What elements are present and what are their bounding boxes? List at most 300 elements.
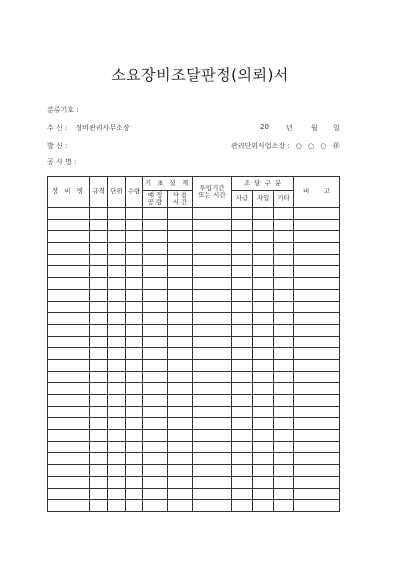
- table-cell[interactable]: [274, 313, 294, 325]
- table-cell[interactable]: [143, 430, 168, 442]
- table-cell[interactable]: [143, 383, 168, 395]
- table-cell[interactable]: [90, 231, 108, 243]
- table-cell[interactable]: [253, 383, 274, 395]
- table-cell[interactable]: [232, 465, 253, 477]
- table-cell[interactable]: [232, 208, 253, 220]
- table-cell[interactable]: [48, 383, 90, 395]
- table-cell[interactable]: [48, 336, 90, 348]
- table-cell[interactable]: [168, 371, 193, 383]
- table-cell[interactable]: [274, 383, 294, 395]
- table-cell[interactable]: [48, 313, 90, 325]
- table-cell[interactable]: [143, 476, 168, 488]
- table-cell[interactable]: [253, 313, 274, 325]
- table-cell[interactable]: [168, 430, 193, 442]
- table-cell[interactable]: [90, 488, 108, 500]
- table-cell[interactable]: [232, 371, 253, 383]
- table-cell[interactable]: [193, 231, 232, 243]
- table-cell[interactable]: [294, 243, 340, 255]
- table-cell[interactable]: [126, 324, 143, 336]
- table-cell[interactable]: [108, 371, 126, 383]
- date-day-unit: 일: [333, 124, 340, 132]
- table-cell[interactable]: [294, 208, 340, 220]
- table-cell[interactable]: [232, 266, 253, 278]
- table-cell[interactable]: [168, 324, 193, 336]
- table-cell[interactable]: [274, 371, 294, 383]
- table-cell[interactable]: [108, 500, 126, 512]
- table-cell[interactable]: [90, 254, 108, 266]
- table-cell[interactable]: [253, 465, 274, 477]
- table-cell[interactable]: [168, 231, 193, 243]
- table-cell[interactable]: [294, 453, 340, 465]
- table-cell[interactable]: [48, 324, 90, 336]
- table-cell[interactable]: [90, 243, 108, 255]
- table-cell[interactable]: [232, 254, 253, 266]
- table-cell[interactable]: [90, 406, 108, 418]
- table-cell[interactable]: [253, 371, 274, 383]
- table-cell[interactable]: [168, 336, 193, 348]
- table-cell[interactable]: [232, 348, 253, 360]
- table-cell[interactable]: [294, 254, 340, 266]
- table-cell[interactable]: [253, 476, 274, 488]
- table-cell[interactable]: [168, 395, 193, 407]
- table-cell[interactable]: [294, 430, 340, 442]
- table-cell[interactable]: [294, 476, 340, 488]
- recipient-line: [47, 123, 130, 133]
- table-cell[interactable]: [108, 266, 126, 278]
- table-cell[interactable]: [108, 254, 126, 266]
- table-cell[interactable]: [168, 383, 193, 395]
- table-cell[interactable]: [143, 453, 168, 465]
- table-cell[interactable]: [126, 359, 143, 371]
- table-cell[interactable]: [294, 266, 340, 278]
- table-cell[interactable]: [193, 313, 232, 325]
- table-cell[interactable]: [274, 500, 294, 512]
- table-cell[interactable]: [294, 348, 340, 360]
- table-cell[interactable]: [48, 278, 90, 290]
- table-cell[interactable]: [253, 266, 274, 278]
- table-cell[interactable]: [108, 243, 126, 255]
- table-cell[interactable]: [193, 395, 232, 407]
- table-cell[interactable]: [232, 500, 253, 512]
- table-cell[interactable]: [193, 348, 232, 360]
- table-cell[interactable]: [143, 313, 168, 325]
- table-cell[interactable]: [108, 336, 126, 348]
- table-cell[interactable]: [126, 476, 143, 488]
- table-cell[interactable]: [168, 254, 193, 266]
- table-cell[interactable]: [232, 453, 253, 465]
- table-cell[interactable]: [90, 359, 108, 371]
- table-cell[interactable]: [48, 430, 90, 442]
- table-cell[interactable]: [168, 266, 193, 278]
- table-cell[interactable]: [48, 500, 90, 512]
- table-cell[interactable]: [193, 359, 232, 371]
- table-cell[interactable]: [90, 208, 108, 220]
- table-cell[interactable]: [143, 301, 168, 313]
- table-cell[interactable]: [274, 488, 294, 500]
- table-cell[interactable]: [108, 324, 126, 336]
- table-cell[interactable]: [90, 278, 108, 290]
- table-cell[interactable]: [232, 278, 253, 290]
- table-cell[interactable]: [193, 243, 232, 255]
- table-cell[interactable]: [294, 289, 340, 301]
- table-cell[interactable]: [274, 219, 294, 231]
- table-cell[interactable]: [143, 278, 168, 290]
- table-cell[interactable]: [193, 371, 232, 383]
- table-cell[interactable]: [126, 289, 143, 301]
- table-cell[interactable]: [274, 324, 294, 336]
- table-cell[interactable]: [126, 500, 143, 512]
- table-cell[interactable]: [126, 371, 143, 383]
- table-cell[interactable]: [193, 430, 232, 442]
- table-cell[interactable]: [294, 406, 340, 418]
- table-cell[interactable]: [108, 453, 126, 465]
- table-cell[interactable]: [168, 500, 193, 512]
- table-cell[interactable]: [48, 418, 90, 430]
- table-cell[interactable]: [274, 348, 294, 360]
- table-cell[interactable]: [294, 336, 340, 348]
- table-cell[interactable]: [48, 243, 90, 255]
- table-cell[interactable]: [126, 395, 143, 407]
- table-cell[interactable]: [294, 488, 340, 500]
- table-cell[interactable]: [108, 359, 126, 371]
- table-cell[interactable]: [126, 418, 143, 430]
- sender-title-label: 관리단위사업소장 :: [231, 142, 290, 150]
- table-cell[interactable]: [126, 406, 143, 418]
- table-cell[interactable]: [90, 219, 108, 231]
- table-cell[interactable]: [168, 453, 193, 465]
- table-cell[interactable]: [294, 383, 340, 395]
- table-cell[interactable]: [143, 406, 168, 418]
- table-cell[interactable]: [193, 336, 232, 348]
- table-cell[interactable]: [126, 313, 143, 325]
- table-cell[interactable]: [48, 301, 90, 313]
- table-row: [48, 348, 340, 360]
- table-cell[interactable]: [294, 324, 340, 336]
- table-cell[interactable]: [90, 371, 108, 383]
- table-cell[interactable]: [126, 488, 143, 500]
- table-cell[interactable]: [232, 395, 253, 407]
- table-row: [48, 289, 340, 301]
- table-cell[interactable]: [274, 395, 294, 407]
- table-cell[interactable]: [90, 336, 108, 348]
- table-cell[interactable]: [193, 488, 232, 500]
- table-cell[interactable]: [108, 430, 126, 442]
- table-cell[interactable]: [48, 488, 90, 500]
- table-cell[interactable]: [294, 313, 340, 325]
- table-cell[interactable]: [253, 208, 274, 220]
- table-cell[interactable]: [274, 453, 294, 465]
- table-cell[interactable]: [143, 336, 168, 348]
- table-cell[interactable]: [108, 441, 126, 453]
- table-cell[interactable]: [126, 348, 143, 360]
- table-cell[interactable]: [253, 418, 274, 430]
- table-cell[interactable]: [253, 289, 274, 301]
- table-row: [48, 395, 340, 407]
- table-cell[interactable]: [90, 418, 108, 430]
- table-cell[interactable]: [48, 441, 90, 453]
- table-row: [48, 500, 340, 512]
- table-cell[interactable]: [143, 266, 168, 278]
- table-row: [48, 254, 340, 266]
- table-cell[interactable]: [108, 488, 126, 500]
- table-cell[interactable]: [232, 476, 253, 488]
- table-cell[interactable]: [168, 488, 193, 500]
- table-cell[interactable]: [168, 301, 193, 313]
- table-cell[interactable]: [143, 465, 168, 477]
- table-cell[interactable]: [48, 465, 90, 477]
- table-cell[interactable]: [232, 336, 253, 348]
- table-cell[interactable]: [253, 348, 274, 360]
- table-cell[interactable]: [48, 359, 90, 371]
- header-other: 기타: [274, 191, 294, 208]
- table-cell[interactable]: [108, 289, 126, 301]
- table-cell[interactable]: [90, 500, 108, 512]
- table-cell[interactable]: [253, 254, 274, 266]
- table-cell[interactable]: [143, 500, 168, 512]
- table-cell[interactable]: [193, 324, 232, 336]
- table-cell[interactable]: [193, 500, 232, 512]
- table-cell[interactable]: [253, 430, 274, 442]
- table-cell[interactable]: [274, 254, 294, 266]
- table-cell[interactable]: [294, 395, 340, 407]
- table-cell[interactable]: [90, 395, 108, 407]
- table-cell[interactable]: [193, 453, 232, 465]
- table-row: [48, 465, 340, 477]
- table-cell[interactable]: [48, 254, 90, 266]
- table-cell[interactable]: [232, 313, 253, 325]
- table-cell[interactable]: [48, 476, 90, 488]
- table-cell[interactable]: [126, 231, 143, 243]
- table-cell[interactable]: [90, 301, 108, 313]
- table-cell[interactable]: [253, 301, 274, 313]
- table-cell[interactable]: [232, 383, 253, 395]
- table-cell[interactable]: [193, 465, 232, 477]
- table-cell[interactable]: [108, 465, 126, 477]
- table-cell[interactable]: [48, 453, 90, 465]
- table-cell[interactable]: [90, 430, 108, 442]
- table-cell[interactable]: [48, 395, 90, 407]
- table-cell[interactable]: [108, 231, 126, 243]
- table-cell[interactable]: [90, 324, 108, 336]
- table-cell[interactable]: [274, 465, 294, 477]
- table-cell[interactable]: [274, 208, 294, 220]
- table-cell[interactable]: [108, 383, 126, 395]
- table-cell[interactable]: [126, 336, 143, 348]
- table-cell[interactable]: [232, 231, 253, 243]
- table-cell[interactable]: [193, 406, 232, 418]
- table-cell[interactable]: [274, 289, 294, 301]
- table-cell[interactable]: [143, 254, 168, 266]
- table-cell[interactable]: [108, 476, 126, 488]
- table-cell[interactable]: [168, 441, 193, 453]
- table-cell[interactable]: [90, 313, 108, 325]
- table-cell[interactable]: [143, 208, 168, 220]
- table-cell[interactable]: [126, 208, 143, 220]
- table-cell[interactable]: [90, 383, 108, 395]
- table-cell[interactable]: [48, 231, 90, 243]
- table-cell[interactable]: [108, 348, 126, 360]
- table-cell[interactable]: [193, 208, 232, 220]
- table-cell[interactable]: [253, 278, 274, 290]
- table-row: [48, 371, 340, 383]
- table-cell[interactable]: [193, 418, 232, 430]
- table-cell[interactable]: [232, 219, 253, 231]
- table-cell[interactable]: [143, 219, 168, 231]
- table-cell[interactable]: [253, 453, 274, 465]
- table-cell[interactable]: [90, 266, 108, 278]
- table-row: [48, 313, 340, 325]
- table-cell[interactable]: [274, 301, 294, 313]
- table-cell[interactable]: [232, 406, 253, 418]
- table-cell[interactable]: [48, 266, 90, 278]
- table-cell[interactable]: [48, 208, 90, 220]
- table-cell[interactable]: [48, 348, 90, 360]
- table-cell[interactable]: [108, 301, 126, 313]
- table-cell[interactable]: [143, 289, 168, 301]
- table-cell[interactable]: [294, 371, 340, 383]
- table-cell[interactable]: [168, 208, 193, 220]
- table-cell[interactable]: [168, 313, 193, 325]
- table-cell[interactable]: [274, 406, 294, 418]
- table-cell[interactable]: [294, 219, 340, 231]
- table-cell[interactable]: [143, 441, 168, 453]
- table-cell[interactable]: [126, 266, 143, 278]
- table-cell[interactable]: [126, 441, 143, 453]
- table-cell[interactable]: [90, 476, 108, 488]
- table-cell[interactable]: [232, 301, 253, 313]
- table-cell[interactable]: [253, 336, 274, 348]
- table-cell[interactable]: [232, 441, 253, 453]
- table-cell[interactable]: [168, 278, 193, 290]
- table-cell[interactable]: [90, 289, 108, 301]
- table-cell[interactable]: [294, 359, 340, 371]
- table-cell[interactable]: [90, 465, 108, 477]
- table-cell[interactable]: [193, 441, 232, 453]
- table-cell[interactable]: [48, 371, 90, 383]
- table-cell[interactable]: [168, 243, 193, 255]
- table-cell[interactable]: [193, 266, 232, 278]
- table-cell[interactable]: [48, 219, 90, 231]
- table-cell[interactable]: [90, 441, 108, 453]
- table-cell[interactable]: [294, 418, 340, 430]
- table-cell[interactable]: [126, 453, 143, 465]
- table-cell[interactable]: [253, 243, 274, 255]
- table-cell[interactable]: [126, 465, 143, 477]
- table-cell[interactable]: [274, 430, 294, 442]
- table-cell[interactable]: [232, 289, 253, 301]
- table-cell[interactable]: [143, 243, 168, 255]
- table-cell[interactable]: [193, 254, 232, 266]
- table-cell[interactable]: [108, 395, 126, 407]
- table-cell[interactable]: [143, 231, 168, 243]
- table-cell[interactable]: [253, 406, 274, 418]
- table-cell[interactable]: [193, 278, 232, 290]
- table-cell[interactable]: [274, 266, 294, 278]
- table-cell[interactable]: [274, 476, 294, 488]
- table-cell[interactable]: [108, 313, 126, 325]
- table-cell[interactable]: [168, 289, 193, 301]
- table-cell[interactable]: [253, 441, 274, 453]
- table-cell[interactable]: [294, 441, 340, 453]
- table-cell[interactable]: [143, 395, 168, 407]
- table-cell[interactable]: [48, 289, 90, 301]
- table-cell[interactable]: [253, 231, 274, 243]
- table-cell[interactable]: [126, 301, 143, 313]
- table-cell[interactable]: [253, 395, 274, 407]
- table-cell[interactable]: [294, 231, 340, 243]
- table-cell[interactable]: [143, 324, 168, 336]
- table-cell[interactable]: [193, 219, 232, 231]
- table-cell[interactable]: [108, 219, 126, 231]
- table-cell[interactable]: [253, 324, 274, 336]
- table-cell[interactable]: [126, 278, 143, 290]
- table-cell[interactable]: [168, 348, 193, 360]
- table-cell[interactable]: [143, 488, 168, 500]
- table-cell[interactable]: [253, 500, 274, 512]
- table-cell[interactable]: [168, 406, 193, 418]
- table-cell[interactable]: [168, 476, 193, 488]
- table-cell[interactable]: [274, 278, 294, 290]
- table-cell[interactable]: [253, 359, 274, 371]
- table-cell[interactable]: [48, 406, 90, 418]
- table-cell[interactable]: [274, 336, 294, 348]
- table-cell[interactable]: [90, 453, 108, 465]
- table-cell[interactable]: [108, 208, 126, 220]
- table-cell[interactable]: [126, 243, 143, 255]
- table-cell[interactable]: [143, 371, 168, 383]
- table-cell[interactable]: [126, 383, 143, 395]
- table-cell[interactable]: [294, 500, 340, 512]
- table-cell[interactable]: [143, 418, 168, 430]
- sender-line: [47, 141, 76, 151]
- table-cell[interactable]: [126, 430, 143, 442]
- table-cell[interactable]: [274, 418, 294, 430]
- table-cell[interactable]: [274, 243, 294, 255]
- table-cell[interactable]: [274, 359, 294, 371]
- table-cell[interactable]: [168, 465, 193, 477]
- table-cell[interactable]: [193, 383, 232, 395]
- table-cell[interactable]: [108, 278, 126, 290]
- table-cell[interactable]: [108, 406, 126, 418]
- table-cell[interactable]: [294, 278, 340, 290]
- table-cell[interactable]: [232, 243, 253, 255]
- table-cell[interactable]: [232, 324, 253, 336]
- table-cell[interactable]: [90, 348, 108, 360]
- table-cell[interactable]: [193, 476, 232, 488]
- table-cell[interactable]: [232, 430, 253, 442]
- table-cell[interactable]: [168, 418, 193, 430]
- table-cell[interactable]: [274, 231, 294, 243]
- table-cell[interactable]: [232, 418, 253, 430]
- table-cell[interactable]: [193, 301, 232, 313]
- table-cell[interactable]: [274, 441, 294, 453]
- table-cell[interactable]: [168, 219, 193, 231]
- table-cell[interactable]: [126, 254, 143, 266]
- header-spec: 규격: [90, 177, 108, 208]
- table-cell[interactable]: [232, 359, 253, 371]
- table-cell[interactable]: [143, 348, 168, 360]
- table-cell[interactable]: [294, 465, 340, 477]
- table-cell[interactable]: [126, 219, 143, 231]
- table-cell[interactable]: [168, 359, 193, 371]
- table-cell[interactable]: [143, 359, 168, 371]
- table-cell[interactable]: [294, 301, 340, 313]
- table-cell[interactable]: [108, 418, 126, 430]
- table-cell[interactable]: [253, 219, 274, 231]
- table-cell[interactable]: [253, 488, 274, 500]
- table-cell[interactable]: [232, 488, 253, 500]
- table-cell[interactable]: [193, 289, 232, 301]
